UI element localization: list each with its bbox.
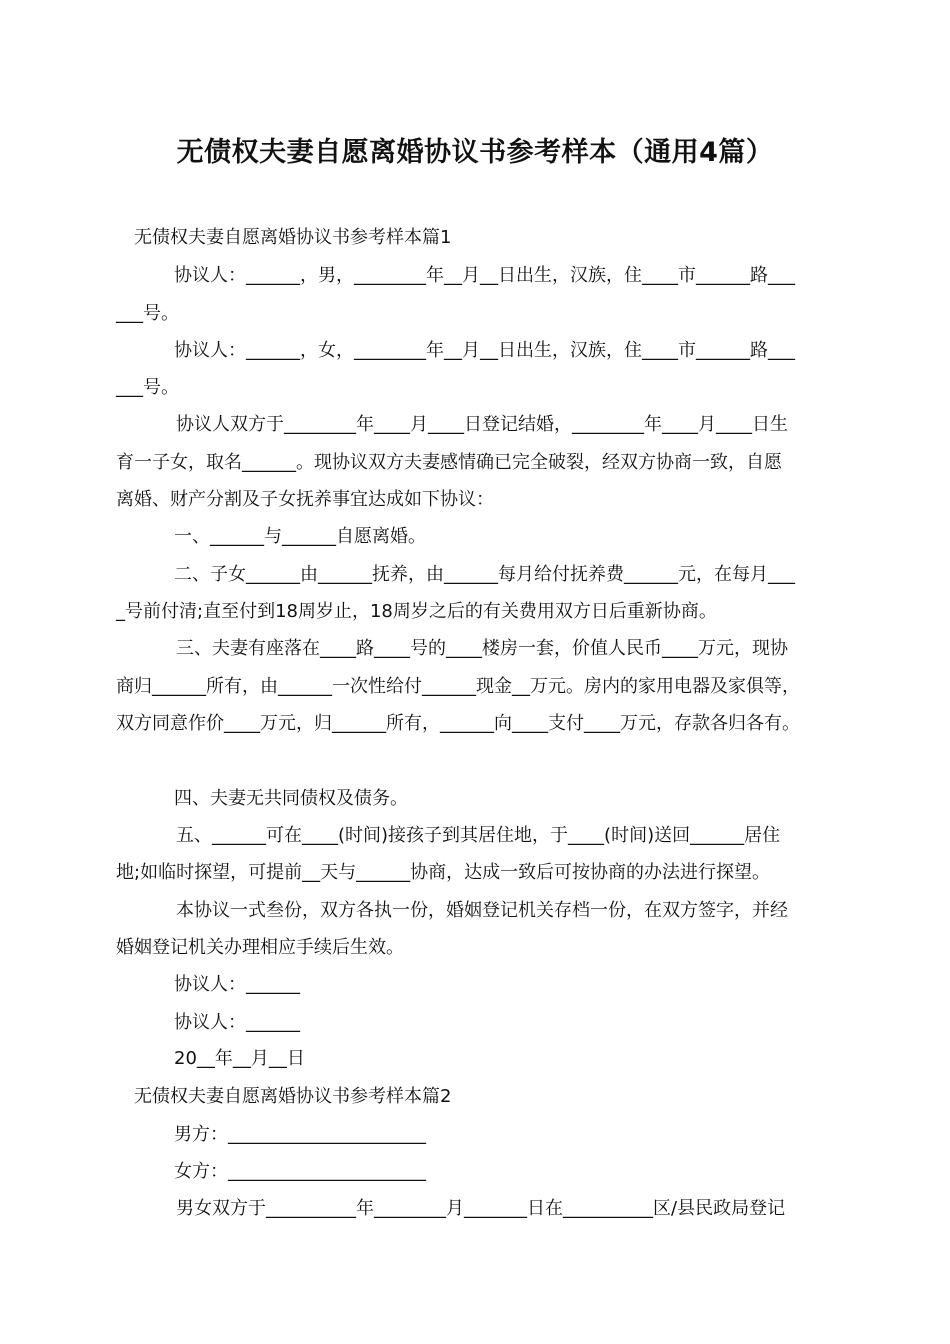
paragraph-line: 协议人双方于________年____月____日登记结婚，________年____月____日生 xyxy=(176,414,788,435)
document-title: 无债权夫妻自愿离婚协议书参考样本（通用4篇） xyxy=(176,137,774,168)
paragraph-line: 离婚、财产分割及子女抚养事宜达成如下协议： xyxy=(116,489,494,510)
paragraph-line: 婚姻登记机关办理相应手续后生效。 xyxy=(116,937,404,958)
paragraph-line: ___号。 xyxy=(116,303,179,324)
paragraph-line: 五、______可在____(时间)接孩子到其居住地，于____(时间)送回______居住 xyxy=(176,825,781,846)
paragraph-line: 协议人：______，女，________年__月__日出生，汉族，住____市______路___ xyxy=(174,340,795,361)
section-heading-1: 无债权夫妻自愿离婚协议书参考样本篇1 xyxy=(134,227,452,248)
section-heading-2: 无债权夫妻自愿离婚协议书参考样本篇2 xyxy=(134,1086,452,1107)
paragraph-line: ___号。 xyxy=(116,377,179,398)
paragraph-line: 商归______所有，由______一次性给付______现金__万元。房内的家用电器及家俱等， xyxy=(116,676,800,697)
paragraph-line: 协议人：______，男，________年__月__日出生，汉族，住____市______路___ xyxy=(174,265,795,286)
date-line: 20__年__月__日 xyxy=(174,1048,305,1069)
signature-line: 协议人：______ xyxy=(174,1012,300,1033)
paragraph-line: 二、子女______由______抚养，由______每月给付抚养费______元，在每月___ xyxy=(174,564,795,585)
paragraph-line: 四、夫妻无共同债权及债务。 xyxy=(174,788,408,809)
paragraph-line: 男方：______________________ xyxy=(174,1124,426,1145)
signature-line: 协议人：______ xyxy=(174,974,300,995)
paragraph-line: 男女双方于__________年________月_______日在__________区/县民政局登记 xyxy=(176,1198,786,1219)
paragraph-line: 双方同意作价____万元，归______所有，______向____支付____万元，存款各归各有。 xyxy=(116,713,800,734)
paragraph-line: 一、______与______自愿离婚。 xyxy=(174,526,426,547)
paragraph-line: 地;如临时探望，可提前__天与______协商，达成一致后可按协商的办法进行探望。 xyxy=(116,862,771,883)
paragraph-line: _号前付清;直至付到18周岁止，18周岁之后的有关费用双方日后重新协商。 xyxy=(116,601,717,622)
paragraph-line: 本协议一式叁份，双方各执一份，婚姻登记机关存档一份，在双方签字，并经 xyxy=(176,900,788,921)
paragraph-line: 育一子女，取名______。现协议双方夫妻感情确已完全破裂，经双方协商一致，自愿 xyxy=(116,452,782,473)
paragraph-line: 女方：______________________ xyxy=(174,1161,426,1182)
paragraph-line: 三、夫妻有座落在____路____号的____楼房一套，价值人民币____万元，现协 xyxy=(176,638,788,659)
